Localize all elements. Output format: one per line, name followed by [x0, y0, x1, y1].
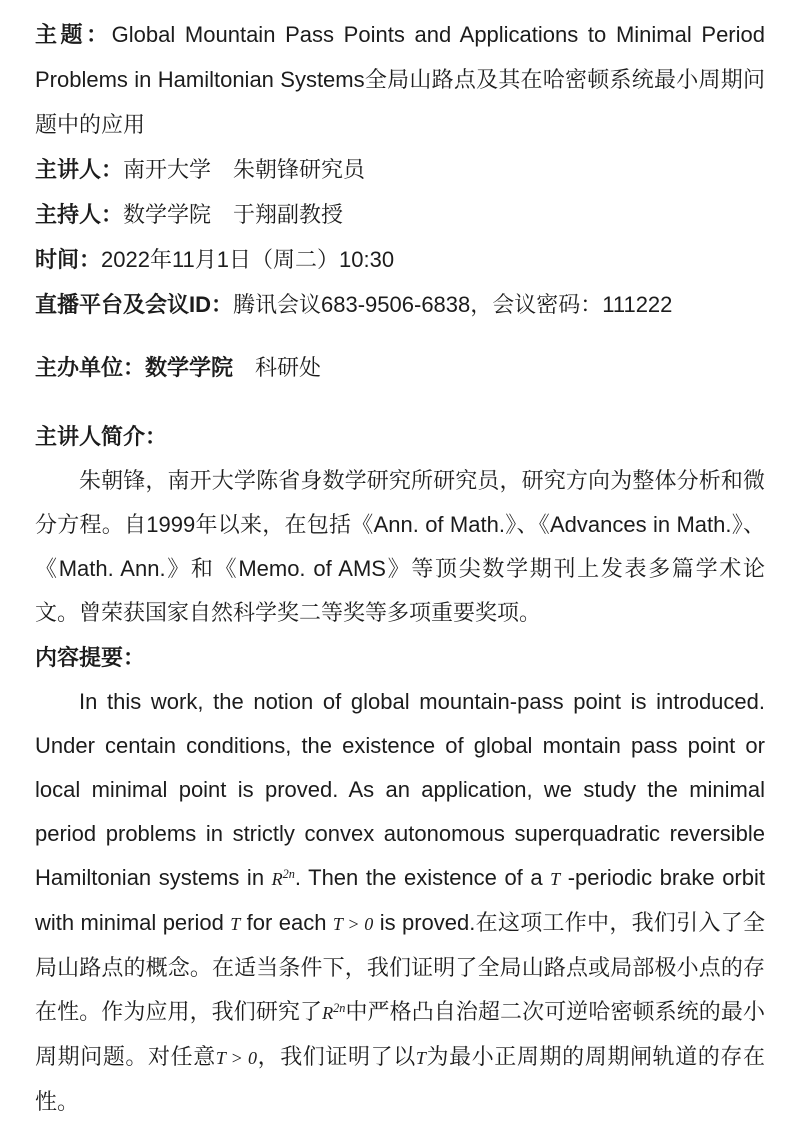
math-R-base: R [271, 869, 283, 889]
abstract-en-part5: is proved. [373, 910, 476, 935]
platform-label: 直播平台及会议ID： [35, 292, 234, 317]
abstract-zh-part4: 为最小正周期的周期闸轨道的存在性。 [35, 1044, 765, 1114]
abstract-en-part4: for each [240, 910, 333, 935]
topic-label: 主题： [35, 22, 112, 47]
math-T: T [230, 914, 241, 934]
time-line [35, 237, 765, 282]
abstract-en-part2: . Then the existence of a [294, 865, 551, 890]
organizer-bold-text: 数学学院 [145, 355, 234, 380]
abstract-paragraph [35, 680, 765, 1124]
math-R-exponent: 2n [282, 866, 295, 881]
math-R2n [271, 866, 295, 889]
host-text: 数学学院 于翔副教授 [123, 202, 344, 227]
host-line [35, 192, 765, 237]
math-R-exponent: 2n [333, 1000, 346, 1015]
platform-line [35, 282, 765, 327]
bio-paragraph: 朱朝锋，南开大学陈省身数学研究所研究员，研究方向为整体分析和微分方程。自1999年以来，在包括《Ann. of Math.》、《Advances in Math.》、《Math. Ann.》和《Memo. of AMS》等顶尖数学期刊上发表多篇学术论文。曾荣获国家自然科学奖二等奖等多项重要奖项。 [35, 468, 765, 625]
spacer [35, 390, 765, 414]
math-T-gt-0: T > 0 [332, 914, 374, 934]
time-text: 2022年11月1日（周二）10:30 [101, 247, 395, 272]
bio-heading: 主讲人简介： [35, 424, 168, 449]
organizer-line [35, 345, 765, 390]
math-R-base: R [322, 1003, 334, 1023]
abstract-heading: 内容提要： [35, 645, 146, 670]
abstract-en-part1: In this work, the notion of global mountain-pass point is introduced. Under centain conditions, the existence of global montain pass point or local minimal point is proved. As an application, we study the minimal period problems in strictly convex autonomous superquadratic reversible Hamiltonian systems in [35, 689, 765, 890]
abstract-zh-part2: 中严格凸自治超二次可逆哈密顿系统的最小周期问题。对任意 [35, 999, 765, 1069]
topic-line [35, 12, 765, 147]
math-R2n [322, 1000, 346, 1023]
speaker-text: 南开大学 朱朝锋研究员 [123, 157, 366, 182]
speaker-line [35, 147, 765, 192]
math-T-gt-0: T > 0 [215, 1048, 257, 1068]
speaker-label: 主讲人： [35, 157, 124, 182]
platform-text: 腾讯会议683-9506-6838，会议密码：111222 [233, 292, 673, 317]
organizer-rest-text: 科研处 [233, 355, 322, 380]
host-label: 主持人： [35, 202, 124, 227]
topic-text: Global Mountain Pass Points and Applications to Minimal Period Problems in Hamiltonian Systems全局山路点及其在哈密顿系统最小周期问题中的应用 [35, 22, 765, 137]
abstract-zh-part1: 在这项工作中，我们引入了全局山路点的概念。在适当条件下，我们证明了全局山路点或局部极小点的存在性。作为应用，我们研究了 [35, 910, 766, 1024]
organizer-label: 主办单位： [35, 355, 146, 380]
math-T: T [415, 1048, 426, 1068]
abstract-en-part3: -periodic brake orbit with minimal period [35, 865, 765, 935]
spacer [35, 327, 765, 345]
math-T: T [550, 869, 561, 889]
time-label: 时间： [35, 247, 102, 272]
abstract-zh-part3: ，我们证明了以 [256, 1044, 416, 1069]
